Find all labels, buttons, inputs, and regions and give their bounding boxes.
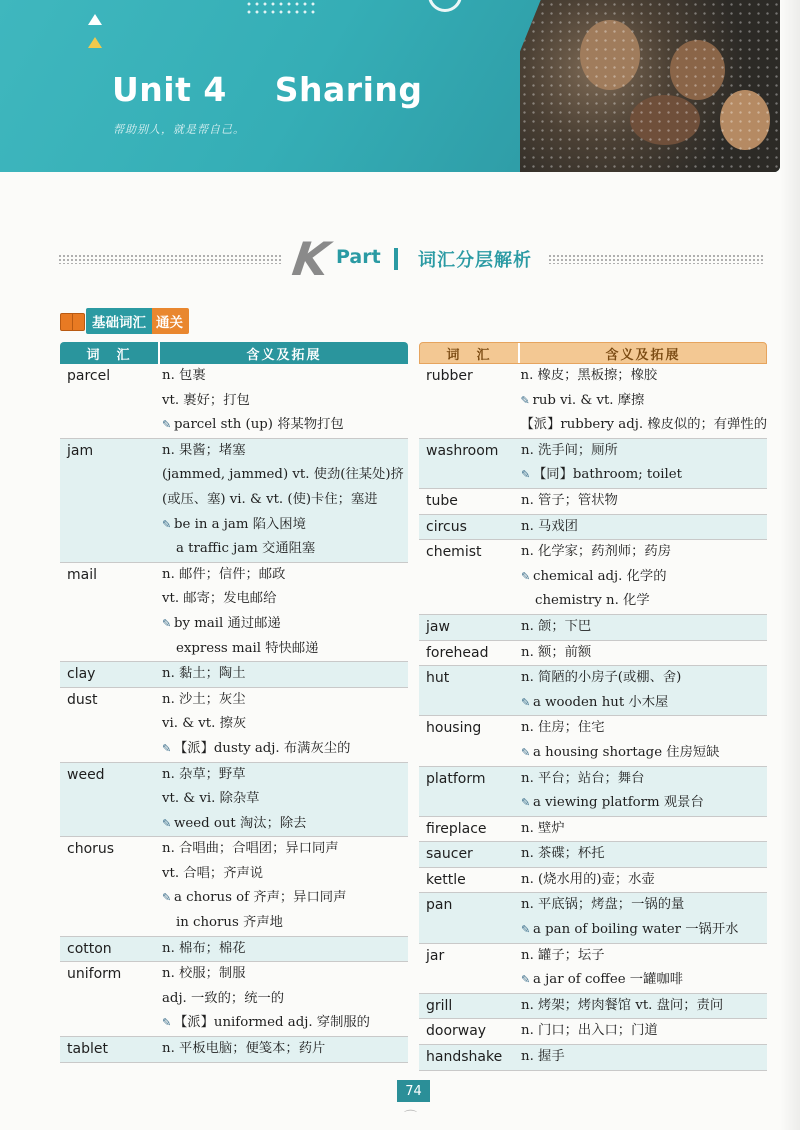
vocab-definition	[519, 1019, 767, 1044]
definition-line	[162, 862, 408, 887]
definition-text: be in a jam 陷入困境	[174, 516, 306, 532]
white-triangle-icon	[88, 14, 102, 25]
pencil-icon: ✎	[521, 695, 531, 709]
definition-line	[162, 812, 408, 837]
vocab-word: chemist	[426, 544, 482, 561]
definition-text: vt. & vi. 除杂草	[162, 791, 260, 807]
definition-line	[521, 716, 767, 741]
definition-text: a viewing platform 观景台	[533, 795, 704, 811]
table-row	[60, 837, 408, 936]
pencil-icon: ✎	[162, 891, 172, 905]
vocab-word: washroom	[426, 442, 499, 459]
part-title: 词汇分层解析	[418, 250, 532, 271]
table-row	[419, 893, 767, 943]
definition-line	[162, 612, 408, 637]
vocab-definition	[519, 944, 767, 993]
definition-line	[521, 364, 768, 389]
definition-text: n. 化学家；药剂师；药房	[521, 544, 671, 560]
page-edge-shadow	[780, 0, 800, 1130]
vocab-word: kettle	[426, 871, 466, 888]
vocab-word: jar	[426, 947, 445, 964]
definition-text: 【同】bathroom; toilet	[533, 467, 682, 483]
vocab-word: pan	[426, 897, 453, 914]
definition-line	[521, 439, 767, 464]
book-icon	[60, 311, 84, 331]
vocab-definition	[160, 662, 408, 687]
definition-text: 【派】uniformed adj. 穿制服的	[174, 1015, 370, 1031]
table-body	[60, 364, 408, 1063]
dotted-divider	[58, 254, 283, 264]
vocab-definition	[519, 641, 767, 666]
vocab-word: grill	[426, 997, 453, 1014]
definition-line	[521, 893, 767, 918]
definition-text: n. 壁炉	[521, 820, 565, 836]
table-row	[60, 962, 408, 1037]
table-row	[60, 662, 408, 688]
table-row	[419, 1019, 767, 1045]
definition-text: (jammed, jammed) vt. 使劲(往某处)挤	[162, 467, 404, 483]
table-row	[419, 615, 767, 641]
definition-line	[162, 513, 408, 538]
definition-line	[162, 712, 408, 737]
definition-text: n. 马戏团	[521, 518, 578, 534]
definition-line	[521, 589, 767, 614]
table-row	[419, 364, 767, 439]
definition-text: n. 额；前额	[521, 644, 592, 660]
vocab-definition	[160, 763, 408, 837]
definition-text: a housing shortage 住房短缺	[533, 744, 720, 760]
definition-text: chemical adj. 化学的	[533, 568, 667, 584]
vocab-definition	[160, 1037, 408, 1062]
table-row	[419, 641, 767, 667]
table-row	[419, 515, 767, 541]
vocab-definition	[160, 962, 408, 1036]
yellow-triangle-icon	[88, 37, 102, 48]
table-row	[419, 1045, 767, 1071]
definition-line	[521, 489, 767, 514]
vocab-definition	[160, 688, 408, 762]
definition-line	[521, 868, 767, 893]
definition-text: n. 平板电脑；便笺本；药片	[162, 1041, 326, 1057]
definition-line	[521, 666, 767, 691]
vocab-definition	[519, 489, 767, 514]
table-row	[60, 763, 408, 838]
definition-line	[162, 389, 408, 414]
definition-line	[521, 741, 767, 766]
table-row	[419, 439, 767, 489]
definition-line	[162, 537, 408, 562]
table-row	[419, 489, 767, 515]
definition-line	[162, 1037, 408, 1062]
vocab-word: circus	[426, 518, 467, 535]
vocab-word: dust	[67, 691, 98, 708]
vocab-definition	[160, 837, 408, 935]
page-number: 74	[397, 1080, 430, 1102]
table-row	[419, 944, 767, 994]
vocab-word: doorway	[426, 1023, 487, 1040]
definition-text: n. 烤架；烤肉餐馆 vt. 盘问；责问	[521, 997, 724, 1013]
definition-text: by mail 通过邮递	[174, 615, 281, 631]
definition-line	[521, 767, 767, 792]
part-separator	[394, 248, 398, 270]
definition-line	[521, 540, 767, 565]
definition-line	[162, 587, 408, 612]
header-meaning: 含义及拓展	[605, 347, 681, 363]
table-row	[60, 563, 408, 662]
table-header	[60, 342, 408, 364]
table-row	[419, 842, 767, 868]
definition-text: n. 沙土；灰尘	[162, 691, 246, 707]
vocab-definition	[519, 842, 767, 867]
definition-line	[162, 886, 408, 911]
vocab-table-left	[60, 342, 408, 1063]
header-word: 词 汇	[420, 343, 520, 363]
definition-text: express mail 特快邮递	[176, 640, 319, 656]
section-label-text: 基础词汇	[86, 308, 152, 334]
decorative-dots	[245, 0, 315, 18]
definition-text: n. 住房；住宅	[521, 720, 605, 736]
header-meaning: 含义及拓展	[246, 347, 322, 363]
definition-line	[162, 688, 408, 713]
vocab-definition	[519, 817, 767, 842]
section-label-highlight: 通关	[152, 308, 189, 334]
definition-text: n. 罐子；坛子	[521, 947, 605, 963]
definition-line	[521, 918, 767, 943]
header-word: 词 汇	[60, 342, 160, 364]
vocab-word: weed	[67, 766, 105, 783]
definition-text: vt. 邮寄；发电邮给	[162, 591, 277, 607]
vocab-word: forehead	[426, 644, 489, 661]
table-row	[60, 937, 408, 963]
table-row	[419, 868, 767, 894]
vocab-word: hut	[426, 670, 450, 687]
photo-face-shape	[720, 90, 770, 150]
definition-text: n. 平底锅；烤盘；一锅的量	[521, 897, 685, 913]
definition-line	[162, 937, 408, 962]
definition-text: n. (烧水用的)壶；水壶	[521, 871, 655, 887]
definition-text: chemistry n. 化学	[535, 593, 650, 609]
definition-text: adj. 一致的；统一的	[162, 990, 285, 1006]
definition-text: a jar of coffee 一罐咖啡	[533, 972, 683, 988]
definition-line	[521, 1019, 767, 1044]
definition-text: n. 棉布；棉花	[162, 940, 246, 956]
pencil-icon: ✎	[162, 418, 172, 432]
pencil-icon: ✎	[521, 973, 531, 987]
definition-line	[162, 637, 408, 662]
definition-text: a wooden hut 小木屋	[533, 694, 669, 710]
definition-text: n. 简陋的小房子(或棚、舍)	[521, 670, 682, 686]
vocab-word: mail	[67, 566, 97, 583]
vocab-definition	[160, 364, 408, 438]
vocab-word: chorus	[67, 841, 115, 858]
photo-face-shape	[630, 95, 700, 145]
section-label	[60, 309, 189, 333]
definition-text: n. 杂草；野草	[162, 766, 246, 782]
definition-text: n. 洗手间；厕所	[521, 442, 618, 458]
definition-text: n. 握手	[521, 1049, 565, 1065]
definition-line	[521, 515, 767, 540]
table-row	[60, 364, 408, 439]
definition-line	[521, 817, 767, 842]
definition-line	[521, 615, 767, 640]
definition-text: n. 橡皮；黑板擦；橡胶	[520, 368, 658, 383]
table-row	[419, 540, 767, 615]
definition-text: a traffic jam 交通阻塞	[176, 541, 316, 557]
definition-line	[162, 911, 408, 936]
photo-face-shape	[580, 20, 640, 90]
table-row	[419, 767, 767, 817]
pencil-icon: ✎	[521, 923, 531, 937]
vocab-word: saucer	[426, 846, 473, 863]
definition-line	[521, 413, 768, 438]
pencil-icon: ✎	[521, 468, 531, 482]
definition-line	[162, 962, 408, 987]
definition-line	[162, 413, 408, 438]
vocab-definition	[519, 767, 767, 816]
vocab-definition	[519, 615, 767, 640]
vocab-word: jam	[67, 442, 94, 459]
definition-text: rub vi. & vt. 摩擦	[532, 392, 645, 408]
definition-line	[521, 565, 767, 590]
vocab-definition	[519, 515, 767, 540]
definition-text: n. 平台；站台；舞台	[521, 770, 645, 786]
vocab-word: jaw	[426, 618, 450, 635]
vocab-table-right	[419, 342, 767, 1071]
part-letter: K	[289, 232, 333, 286]
table-row	[60, 1037, 408, 1063]
definition-text: vt. 合唱；齐声说	[162, 865, 264, 881]
vocab-word: cotton	[67, 940, 112, 957]
definition-line	[162, 439, 408, 464]
definition-line	[162, 737, 408, 762]
pencil-icon: ✎	[162, 1016, 172, 1030]
table-body	[419, 364, 767, 1071]
definition-line	[162, 987, 408, 1012]
banner-photo	[520, 0, 780, 172]
definition-line	[521, 641, 767, 666]
definition-text: 【派】dusty adj. 布满灰尘的	[174, 740, 351, 756]
definition-text: n. 管子；管状物	[521, 492, 618, 508]
vocab-word: tube	[426, 492, 458, 509]
definition-text: vt. 裹好；打包	[162, 392, 250, 408]
definition-text: n. 校服；制服	[162, 966, 246, 982]
definition-line	[162, 662, 408, 687]
vocab-definition	[519, 1045, 767, 1070]
definition-line	[162, 563, 408, 588]
vocab-definition	[519, 893, 767, 942]
definition-line	[162, 763, 408, 788]
vocab-definition	[519, 666, 767, 715]
vocab-definition	[160, 937, 408, 962]
vocab-word: fireplace	[426, 820, 487, 837]
definition-line	[162, 837, 408, 862]
dotted-divider	[548, 254, 763, 264]
vocab-word: platform	[426, 770, 486, 787]
definition-text: n. 果酱；堵塞	[162, 442, 246, 458]
vocab-word: parcel	[67, 368, 111, 384]
bird-icon: ⌒	[404, 1110, 418, 1125]
definition-text: n. 茶碟；杯托	[521, 846, 605, 862]
part-label: Part	[336, 246, 381, 268]
definition-text: a pan of boiling water 一锅开水	[533, 922, 739, 938]
definition-text: a chorus of 齐声；异口同声	[174, 890, 347, 906]
table-row	[419, 666, 767, 716]
part-header	[58, 230, 763, 286]
table-row	[419, 817, 767, 843]
definition-line	[521, 842, 767, 867]
vocab-definition	[519, 716, 767, 765]
pencil-icon: ✎	[521, 745, 531, 759]
vocab-word: clay	[67, 666, 96, 683]
definition-text: weed out 淘汰；除去	[174, 815, 307, 831]
pencil-icon: ✎	[162, 616, 172, 630]
decorative-ring	[428, 0, 462, 12]
unit-motto: 帮助别人，就是帮自己。	[113, 123, 245, 136]
table-row	[60, 439, 408, 563]
vocab-word: housing	[426, 720, 482, 737]
definition-line	[521, 463, 767, 488]
definition-line	[521, 1045, 767, 1070]
vocab-definition	[519, 540, 767, 614]
vocab-word: rubber	[426, 368, 473, 384]
definition-line	[521, 389, 768, 414]
definition-line	[162, 364, 408, 389]
definition-text: in chorus 齐声地	[176, 915, 283, 931]
table-header	[419, 342, 767, 364]
definition-line	[162, 787, 408, 812]
definition-text: n. 邮件；信件；邮政	[162, 566, 286, 582]
pencil-icon: ✎	[162, 741, 172, 755]
photo-face-shape	[670, 40, 725, 100]
table-row	[419, 716, 767, 766]
definition-line	[521, 968, 767, 993]
definition-text: n. 黏土；陶土	[162, 666, 246, 682]
pencil-icon: ✎	[162, 517, 172, 531]
unit-title: Unit 4 Sharing	[112, 70, 423, 109]
vocab-word: uniform	[67, 966, 122, 983]
definition-text: parcel sth (up) 将某物打包	[174, 417, 344, 433]
definition-text: vi. & vt. 擦灰	[162, 716, 247, 732]
definition-text: n. 合唱曲；合唱团；异口同声	[162, 841, 339, 857]
pencil-icon: ✎	[520, 393, 530, 407]
definition-line	[521, 791, 767, 816]
unit-banner	[0, 0, 780, 172]
definition-text: n. 颌；下巴	[521, 618, 592, 634]
definition-text: 【派】rubbery adj. 橡皮似的；有弹性的	[520, 417, 767, 433]
definition-text: n. 门口；出入口；门道	[521, 1023, 658, 1039]
table-row	[60, 688, 408, 763]
table-row	[419, 994, 767, 1020]
vocab-word: handshake	[426, 1049, 503, 1066]
definition-line	[521, 994, 767, 1019]
definition-line	[162, 1011, 408, 1036]
vocab-word: tablet	[67, 1041, 108, 1058]
vocab-definition	[519, 439, 767, 488]
definition-line	[521, 944, 767, 969]
definition-text: (或压、塞) vi. & vt. (使)卡住；塞进	[162, 491, 378, 507]
definition-line	[162, 463, 408, 488]
vocab-definition	[519, 994, 767, 1019]
definition-line	[521, 691, 767, 716]
definition-text: n. 包裹	[162, 368, 206, 383]
pencil-icon: ✎	[521, 569, 531, 583]
definition-line	[162, 488, 408, 513]
pencil-icon: ✎	[521, 796, 531, 810]
vocab-definition	[519, 868, 767, 893]
vocab-definition	[160, 439, 408, 562]
pencil-icon: ✎	[162, 816, 172, 830]
vocab-definition	[519, 364, 768, 438]
vocab-definition	[160, 563, 408, 661]
